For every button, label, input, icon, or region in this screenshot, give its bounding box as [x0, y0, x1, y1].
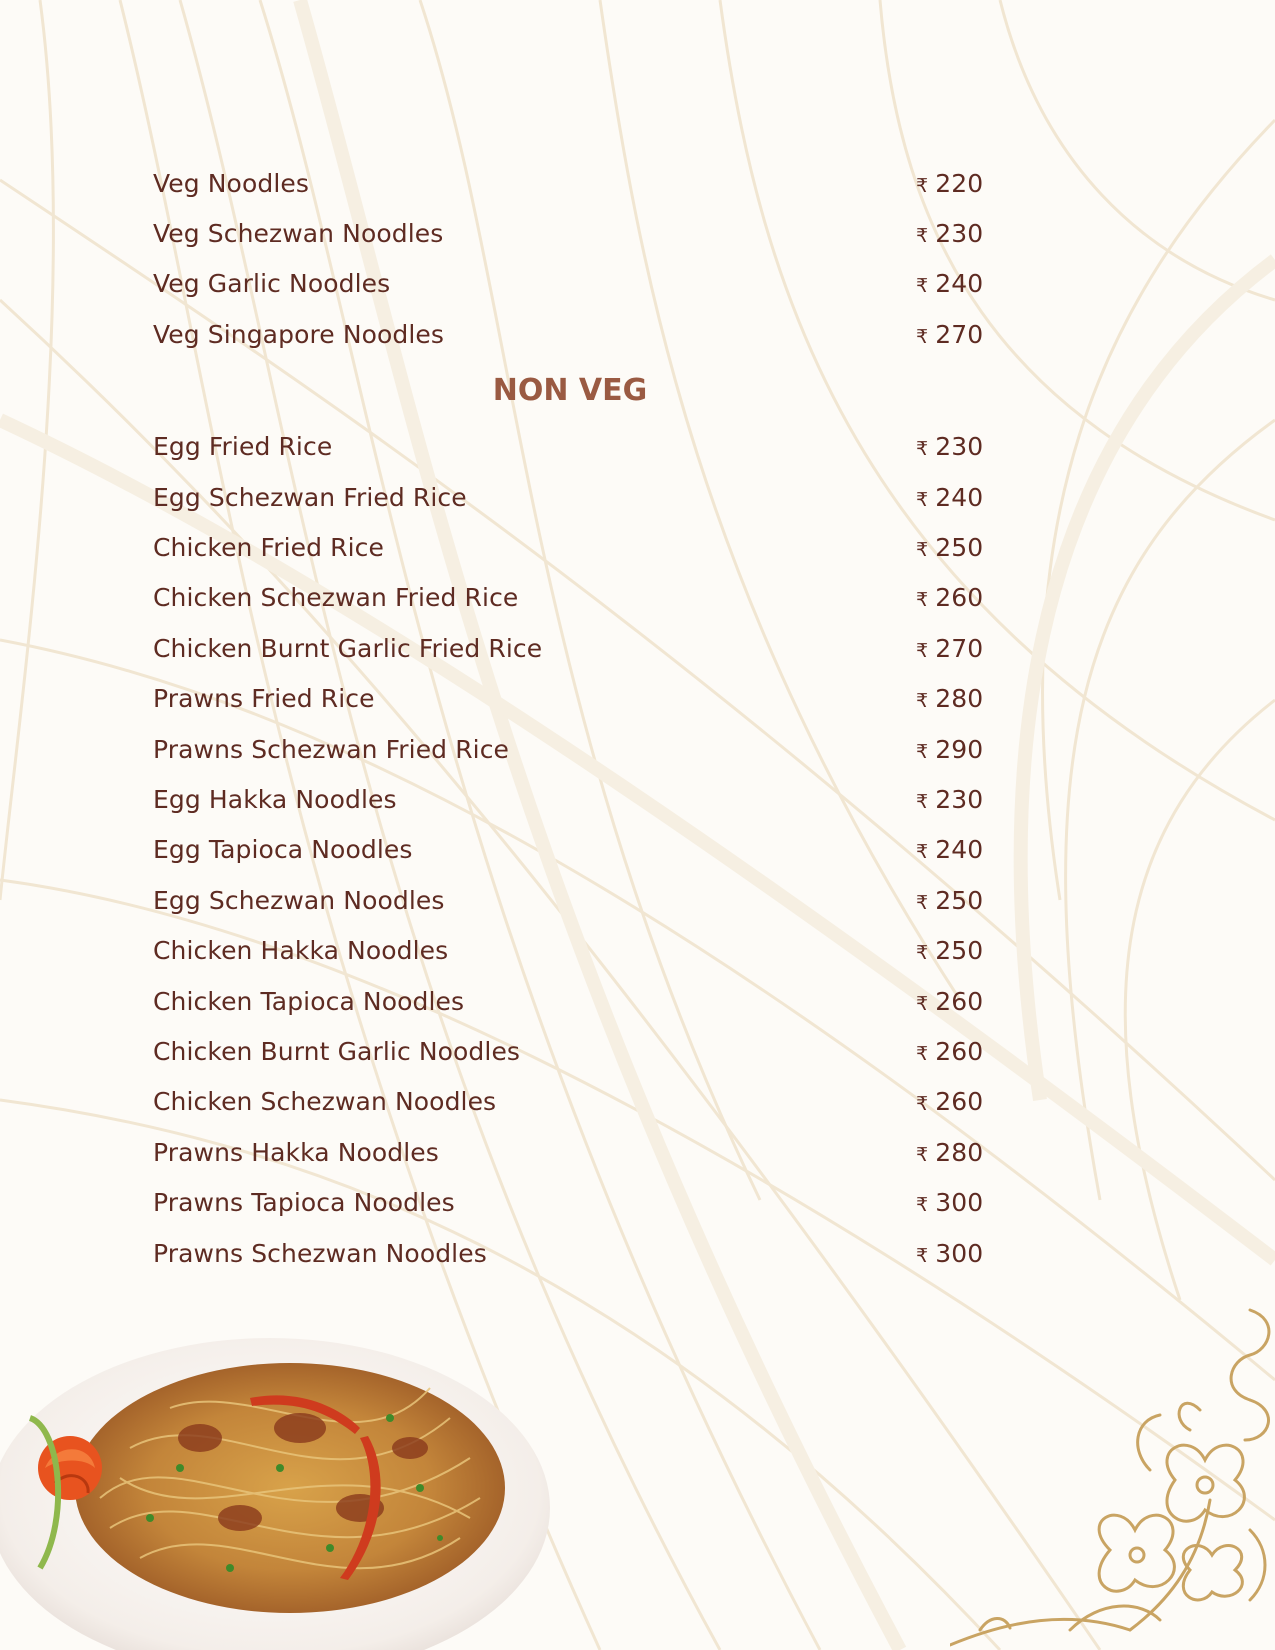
item-price [916, 1239, 983, 1268]
rupee-symbol: ₹ [916, 1093, 929, 1116]
item-price [916, 320, 983, 349]
price-amount: 260 [935, 1036, 984, 1066]
price-amount: 230 [935, 219, 984, 249]
price-amount: 260 [935, 1087, 984, 1117]
rupee-symbol: ₹ [916, 1143, 929, 1166]
price-amount: 270 [935, 319, 984, 349]
rupee-symbol: ₹ [916, 740, 929, 763]
item-name: Prawns Schezwan Noodles [153, 1238, 487, 1268]
item-price [916, 835, 983, 864]
item-price [916, 169, 983, 198]
rupee-symbol: ₹ [916, 1194, 929, 1217]
rupee-symbol: ₹ [916, 325, 929, 348]
item-price [916, 1037, 983, 1066]
price-amount: 300 [935, 1238, 984, 1268]
item-price [916, 634, 983, 663]
item-price [916, 1188, 983, 1217]
rupee-symbol: ₹ [916, 275, 929, 298]
menu-list [153, 158, 983, 1278]
item-price [916, 936, 983, 965]
non-veg-menu-item [153, 573, 983, 623]
item-name: Chicken Burnt Garlic Fried Rice [153, 633, 543, 663]
item-price [916, 735, 983, 764]
price-amount: 250 [935, 533, 984, 563]
item-name: Veg Noodles [153, 168, 309, 198]
price-amount: 260 [935, 986, 984, 1016]
non-veg-menu-item [153, 925, 983, 975]
price-amount: 270 [935, 633, 984, 663]
item-name: Chicken Burnt Garlic Noodles [153, 1036, 521, 1066]
non-veg-menu-item [153, 774, 983, 824]
price-amount: 290 [935, 734, 984, 764]
veg-menu-item [153, 208, 983, 258]
non-veg-menu-item [153, 825, 983, 875]
price-amount: 260 [935, 583, 984, 613]
price-amount: 240 [935, 482, 984, 512]
item-name: Egg Schezwan Noodles [153, 885, 445, 915]
rupee-symbol: ₹ [916, 174, 929, 197]
non-veg-heading: NON VEG [492, 372, 648, 408]
price-amount: 250 [935, 885, 984, 915]
non-veg-menu-item [153, 1077, 983, 1127]
veg-menu-item [153, 309, 983, 359]
rupee-symbol: ₹ [916, 891, 929, 914]
item-name: Chicken Schezwan Fried Rice [153, 583, 519, 613]
item-name: Chicken Fried Rice [153, 533, 384, 563]
item-price [916, 1138, 983, 1167]
non-veg-menu-item [153, 1127, 983, 1177]
veg-menu-item [153, 259, 983, 309]
non-veg-menu-item [153, 623, 983, 673]
rupee-symbol: ₹ [916, 690, 929, 713]
item-name: Veg Singapore Noodles [153, 319, 445, 349]
non-veg-menu-item [153, 522, 983, 572]
item-price [916, 785, 983, 814]
item-name: Egg Fried Rice [153, 432, 333, 462]
item-name: Prawns Fried Rice [153, 684, 375, 714]
veg-section [153, 158, 983, 360]
item-price [916, 886, 983, 915]
rupee-symbol: ₹ [916, 790, 929, 813]
price-amount: 230 [935, 784, 984, 814]
price-amount: 300 [935, 1188, 984, 1218]
price-amount: 280 [935, 1137, 984, 1167]
item-name: Egg Hakka Noodles [153, 784, 397, 814]
non-veg-menu-item [153, 1228, 983, 1278]
rupee-symbol: ₹ [916, 1042, 929, 1065]
item-name: Chicken Hakka Noodles [153, 936, 449, 966]
price-amount: 230 [935, 432, 984, 462]
non-veg-menu-item [153, 724, 983, 774]
rupee-symbol: ₹ [916, 225, 929, 248]
item-name: Chicken Schezwan Noodles [153, 1087, 497, 1117]
item-price [916, 432, 983, 461]
price-amount: 250 [935, 936, 984, 966]
item-name: Egg Tapioca Noodles [153, 835, 413, 865]
item-name: Egg Schezwan Fried Rice [153, 482, 467, 512]
rupee-symbol: ₹ [916, 1244, 929, 1267]
rupee-symbol: ₹ [916, 539, 929, 562]
item-price [916, 483, 983, 512]
item-price [916, 1087, 983, 1116]
rupee-symbol: ₹ [916, 639, 929, 662]
non-veg-menu-item [153, 674, 983, 724]
non-veg-section [153, 422, 983, 1279]
noodles-dish-image [0, 1318, 560, 1650]
rupee-symbol: ₹ [916, 942, 929, 965]
item-price [916, 987, 983, 1016]
item-price [916, 219, 983, 248]
item-price [916, 269, 983, 298]
non-veg-menu-item [153, 1177, 983, 1227]
item-name: Veg Garlic Noodles [153, 269, 391, 299]
item-name: Prawns Hakka Noodles [153, 1137, 439, 1167]
floral-ornament [950, 1300, 1275, 1650]
price-amount: 220 [935, 168, 984, 198]
item-name: Veg Schezwan Noodles [153, 219, 444, 249]
rupee-symbol: ₹ [916, 488, 929, 511]
rupee-symbol: ₹ [916, 841, 929, 864]
rupee-symbol: ₹ [916, 589, 929, 612]
item-name: Chicken Tapioca Noodles [153, 986, 465, 1016]
item-name: Prawns Tapioca Noodles [153, 1188, 455, 1218]
rupee-symbol: ₹ [916, 438, 929, 461]
non-veg-menu-item [153, 422, 983, 472]
non-veg-menu-item [153, 1026, 983, 1076]
price-amount: 240 [935, 835, 984, 865]
item-name: Prawns Schezwan Fried Rice [153, 734, 510, 764]
item-price [916, 533, 983, 562]
non-veg-menu-item [153, 875, 983, 925]
price-amount: 240 [935, 269, 984, 299]
rupee-symbol: ₹ [916, 992, 929, 1015]
non-veg-menu-item [153, 472, 983, 522]
non-veg-menu-item [153, 976, 983, 1026]
veg-menu-item [153, 158, 983, 208]
price-amount: 280 [935, 684, 984, 714]
item-price [916, 684, 983, 713]
item-price [916, 583, 983, 612]
